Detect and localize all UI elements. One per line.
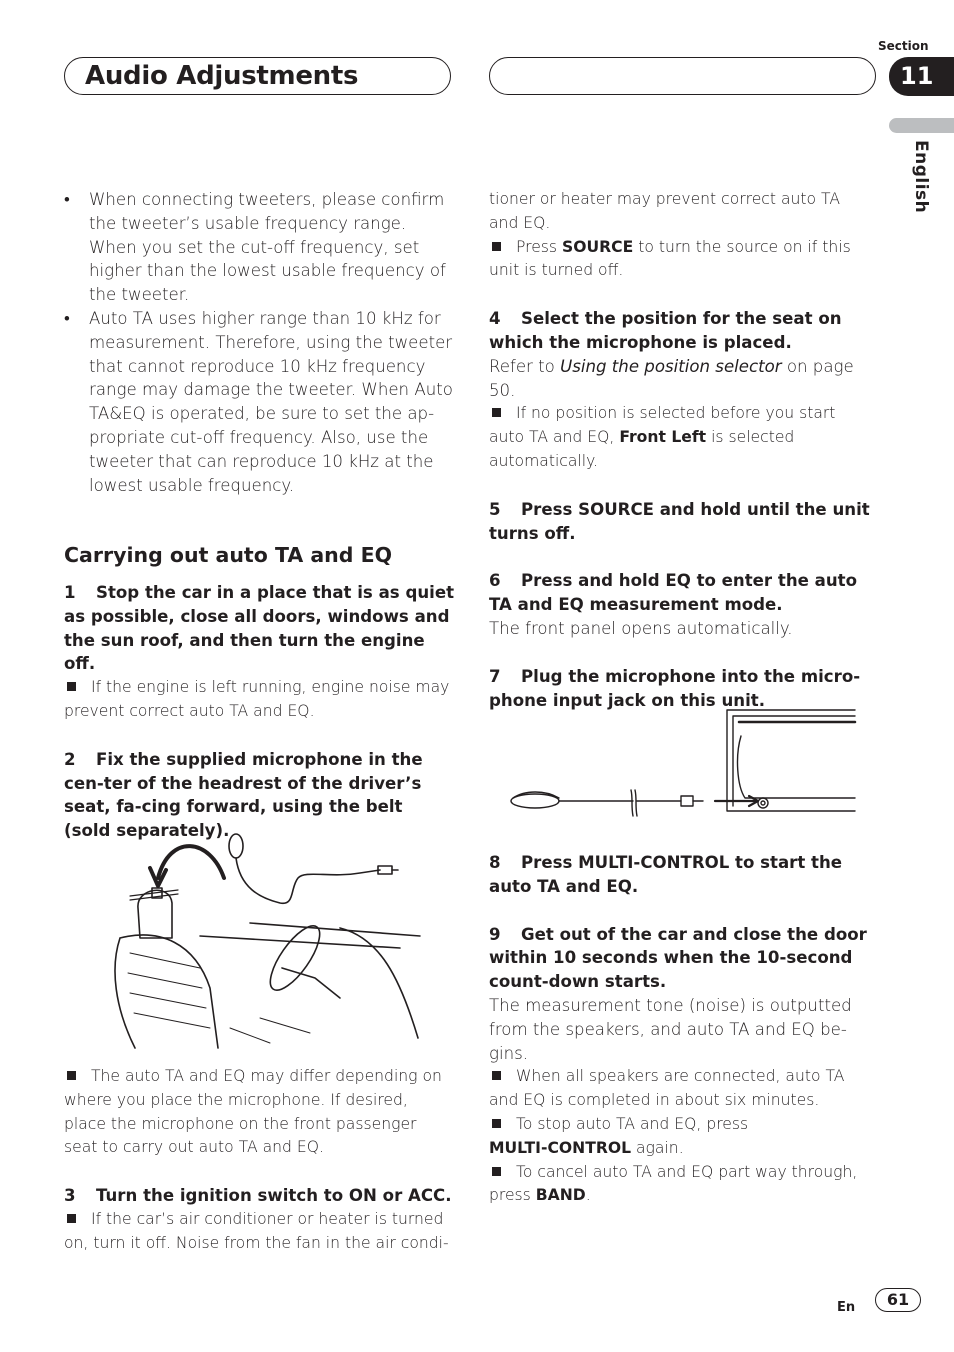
step-4-note (489, 402, 873, 473)
step-1 (64, 581, 454, 676)
language-tab-marker (889, 118, 954, 133)
note-square-icon (492, 1119, 501, 1128)
step-text: Stop the car in a place that is as quiet as possible, close all doors, windows and the sun roof, and then turn the engine off. (64, 583, 455, 674)
note-text: again. (631, 1138, 684, 1157)
step-text: Press MULTI-CONTROL to start the auto TA and EQ. (489, 853, 843, 896)
step-text: Plug the microphone into the micro-phone input jack on this unit. (489, 666, 861, 710)
note-square-icon (67, 682, 76, 691)
section-label: Section (878, 39, 929, 53)
note-square-icon (67, 1214, 76, 1223)
list-item: • When connecting tweeters, please confirm the tweeter’s usable frequency range. When you set the cut-off frequency, set higher than the lowest usable frequency of the tweeter. (64, 188, 454, 307)
note-text: To cancel auto TA and EQ part way through, press (489, 1162, 858, 1205)
note-square-icon (492, 408, 501, 417)
note-square-icon (67, 1071, 76, 1080)
step-9 (489, 923, 873, 994)
step-number: 7 (489, 666, 501, 686)
keyword: BAND (535, 1186, 586, 1205)
step-number: 8 (489, 853, 501, 872)
page-title: Audio Adjustments (85, 61, 359, 91)
note-text: The auto TA and EQ may differ depending on where you place the microphone. If desired, place the microphone on the front passenger seat to carry out auto TA and EQ. (64, 1067, 442, 1157)
note-text: . (585, 1186, 591, 1205)
left-column (64, 188, 454, 497)
caution-list (64, 188, 454, 497)
keyword: SOURCE (562, 237, 634, 256)
list-item: • Auto TA uses higher range than 10 kHz for measurement. Therefore, using the tweeter that cannot reproduce 10 kHz frequency range may damage the tweeter. When Auto TA&EQ is operated, be sure to set the ap-propriate cut-off frequency. Also, use the tweeter that can reproduce 10 kHz at the lowest usable frequency. (64, 307, 454, 497)
keyword: Front Left (619, 428, 707, 447)
note-text: to turn the source on if this unit is turned off. (489, 237, 851, 280)
step-3 (64, 1184, 454, 1208)
step-text: Fix the supplied microphone in the cen-ter of the headrest of the driver’s seat, fa-cing forward, using the belt (sold separately). (64, 749, 423, 841)
note-text: To stop auto TA and EQ, press (516, 1114, 749, 1133)
note-text: Press (516, 237, 562, 256)
section-heading: Carrying out auto TA and EQ (64, 543, 393, 567)
step-text: Turn the ignition switch to ON or ACC. (96, 1186, 452, 1206)
step-number: 4 (489, 309, 501, 329)
step-5 (489, 498, 873, 546)
step-text: Press and hold EQ to enter the auto TA and EQ measurement mode. (489, 571, 858, 615)
step-6-body: The front panel opens automatically. (489, 618, 793, 638)
step-1-note (64, 676, 454, 724)
step-text: Press SOURCE and hold until the unit turns off. (489, 499, 870, 543)
step-number: 5 (489, 499, 501, 519)
note-square-icon (492, 242, 501, 251)
step-6 (489, 569, 873, 617)
step-3-note-2 (489, 236, 873, 284)
body-text: on page 50. (489, 356, 854, 400)
step-3-note (64, 1208, 454, 1256)
step-4 (489, 307, 873, 355)
step-9-body: The measurement tone (noise) is outputted from the speakers, and auto TA and EQ be-gins. (489, 995, 852, 1063)
note-text: If the car’s air conditioner or heater is turned on, turn it off. Noise from the fan in the air condi- (64, 1209, 449, 1252)
step-9-note-3 (489, 1161, 873, 1209)
title-frame (64, 57, 451, 95)
note-text: If no position is selected before you start auto TA and EQ, (489, 404, 836, 447)
footer-language: En (837, 1300, 856, 1315)
right-column-lower (489, 851, 873, 1208)
step-number: 9 (489, 924, 501, 944)
note-square-icon (492, 1167, 501, 1176)
left-column-steps (64, 542, 454, 843)
step-3-note-continued: tioner or heater may prevent correct auto TA and EQ. (489, 190, 840, 232)
note-text: is selected automatically. (489, 428, 795, 470)
microphone-jack-illustration (505, 706, 857, 821)
step-number: 6 (489, 571, 501, 591)
step-number: 3 (64, 1186, 76, 1206)
blank-header-frame (489, 57, 876, 95)
step-9-note-1 (489, 1065, 873, 1113)
step-2-note (64, 1065, 454, 1160)
note-square-icon (492, 1071, 501, 1080)
headrest-microphone-illustration (100, 828, 430, 1053)
language-label: English (911, 140, 931, 214)
note-text: When all speakers are connected, auto TA and EQ is completed in about six minutes. (489, 1067, 845, 1110)
step-8 (489, 851, 873, 899)
body-text: Refer to (489, 356, 561, 376)
note-text: If the engine is left running, engine noise may prevent correct auto TA and EQ. (64, 678, 450, 720)
right-column (489, 188, 873, 712)
step-number: 2 (64, 749, 76, 769)
step-text: Get out of the car and close the door within 10 seconds when the 10-second count-down starts. (489, 924, 867, 992)
keyword: MULTI-CONTROL (489, 1138, 632, 1157)
step-9-note-2 (489, 1113, 873, 1161)
cross-reference: Using the position selector (560, 356, 782, 376)
page-number: 61 (875, 1288, 921, 1312)
step-number: 1 (64, 583, 76, 602)
section-number-tab: 11 (889, 57, 954, 96)
step-text: Select the position for the seat on which the microphone is placed. (489, 309, 842, 352)
left-column-lower (64, 1065, 454, 1256)
step-4-body (489, 355, 873, 403)
